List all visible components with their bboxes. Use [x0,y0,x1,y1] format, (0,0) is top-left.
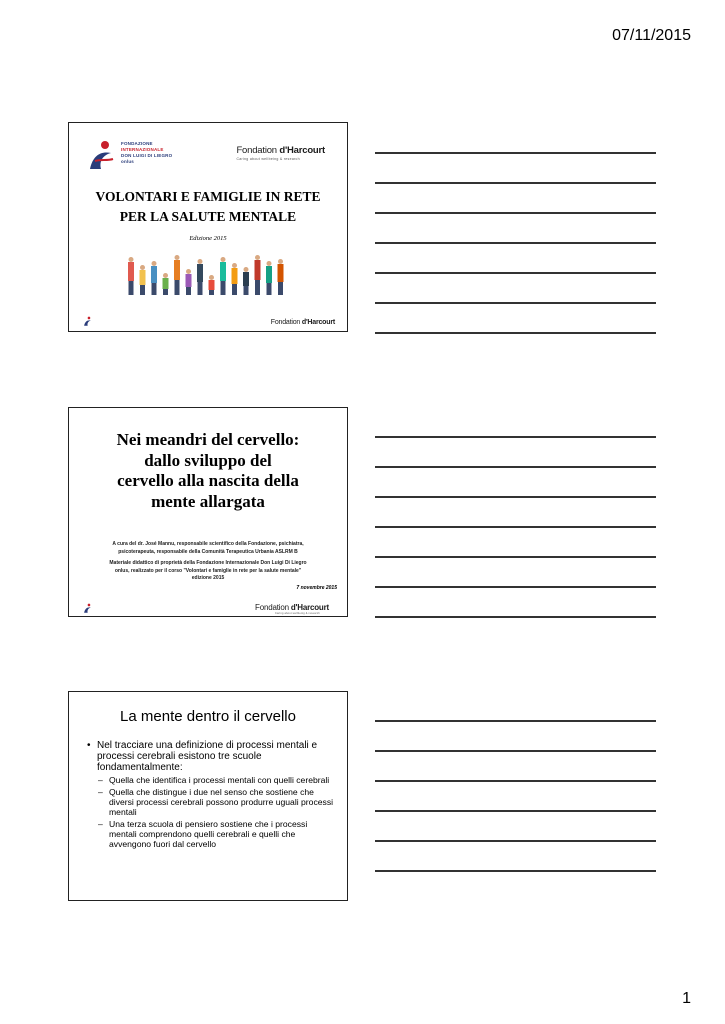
fondation-dharcourt-logo-small: Fondation d'Harcourt [270,319,335,326]
foundation-mark-icon [83,603,93,614]
sub-bullet-item: – Quella che distingue i due nel senso che sostiene che diversi processi cerebrali possono produrre uguali processi mentali [85,787,337,817]
header-date: 07/11/2015 [612,27,691,44]
fondation-dharcourt-logo: Fondation d'Harcourt Caring about wellbeing & research [236,145,325,161]
slide-3-thumbnail [68,691,348,901]
sub-bullet-item: – Quella che identifica i processi mentali con quelli cerebrali [85,775,337,785]
page-number: 1 [682,990,691,1007]
sub-bullet-item: – Una terza scuola di pensiero sostiene che i processi mentali comprendono quelli cerebrali e quelli che avvengono fuori dal cervello [85,819,337,849]
notes-lines-1 [375,152,656,362]
slide-2-title: Nei meandri del cervello: dallo sviluppo del cervello alla nascita della mente allargata [116,430,300,511]
notes-lines-2 [375,436,656,646]
slide-3-body [85,740,337,849]
foundation-logo: FONDAZIONE INTERNAZIONALE DON LUIGI DI LIEGRO onlus [87,135,177,177]
fondation-dharcourt-logo-small: Fondation d'Harcourt Caring about wellbeing & research [255,603,329,615]
slide-2-thumbnail [68,407,348,617]
bullet-item: • Nel tracciare una definizione di processi mentali e processi cerebrali esistono tre scuole fondamentalmente: [85,740,337,773]
foundation-mark-icon [83,316,93,327]
foundation-logo-small [83,315,123,329]
author-credit: A cura del dr. José Mannu, responsabile scientifico della Fondazione, psichiatra, psicoterapeuta, responsabile della Comunità Terapeutica Urbania ASLRM B [112,541,304,555]
foundation-mark-icon [87,139,117,173]
foundation-logo-small [83,602,123,616]
slide-1-title: VOLONTARI E FAMIGLIE IN RETE PER LA SALUTE MENTALE [95,189,321,224]
slide-2-date: 7 novembre 2015 [296,585,337,591]
slide-1-thumbnail [68,122,348,332]
material-notice: Materiale didattico di proprietà della Fondazione Internazionale Don Luigi Di Liegro onlus, realizzato per il corso "Volontari e famiglie in rete per la salute mentale" edizione 2015 [109,560,307,581]
slide-3-title: La mente dentro il cervello [120,708,296,725]
notes-lines-3 [375,720,656,900]
group-of-people-image [125,253,293,295]
edition-label: Edizione 2015 [189,235,227,242]
